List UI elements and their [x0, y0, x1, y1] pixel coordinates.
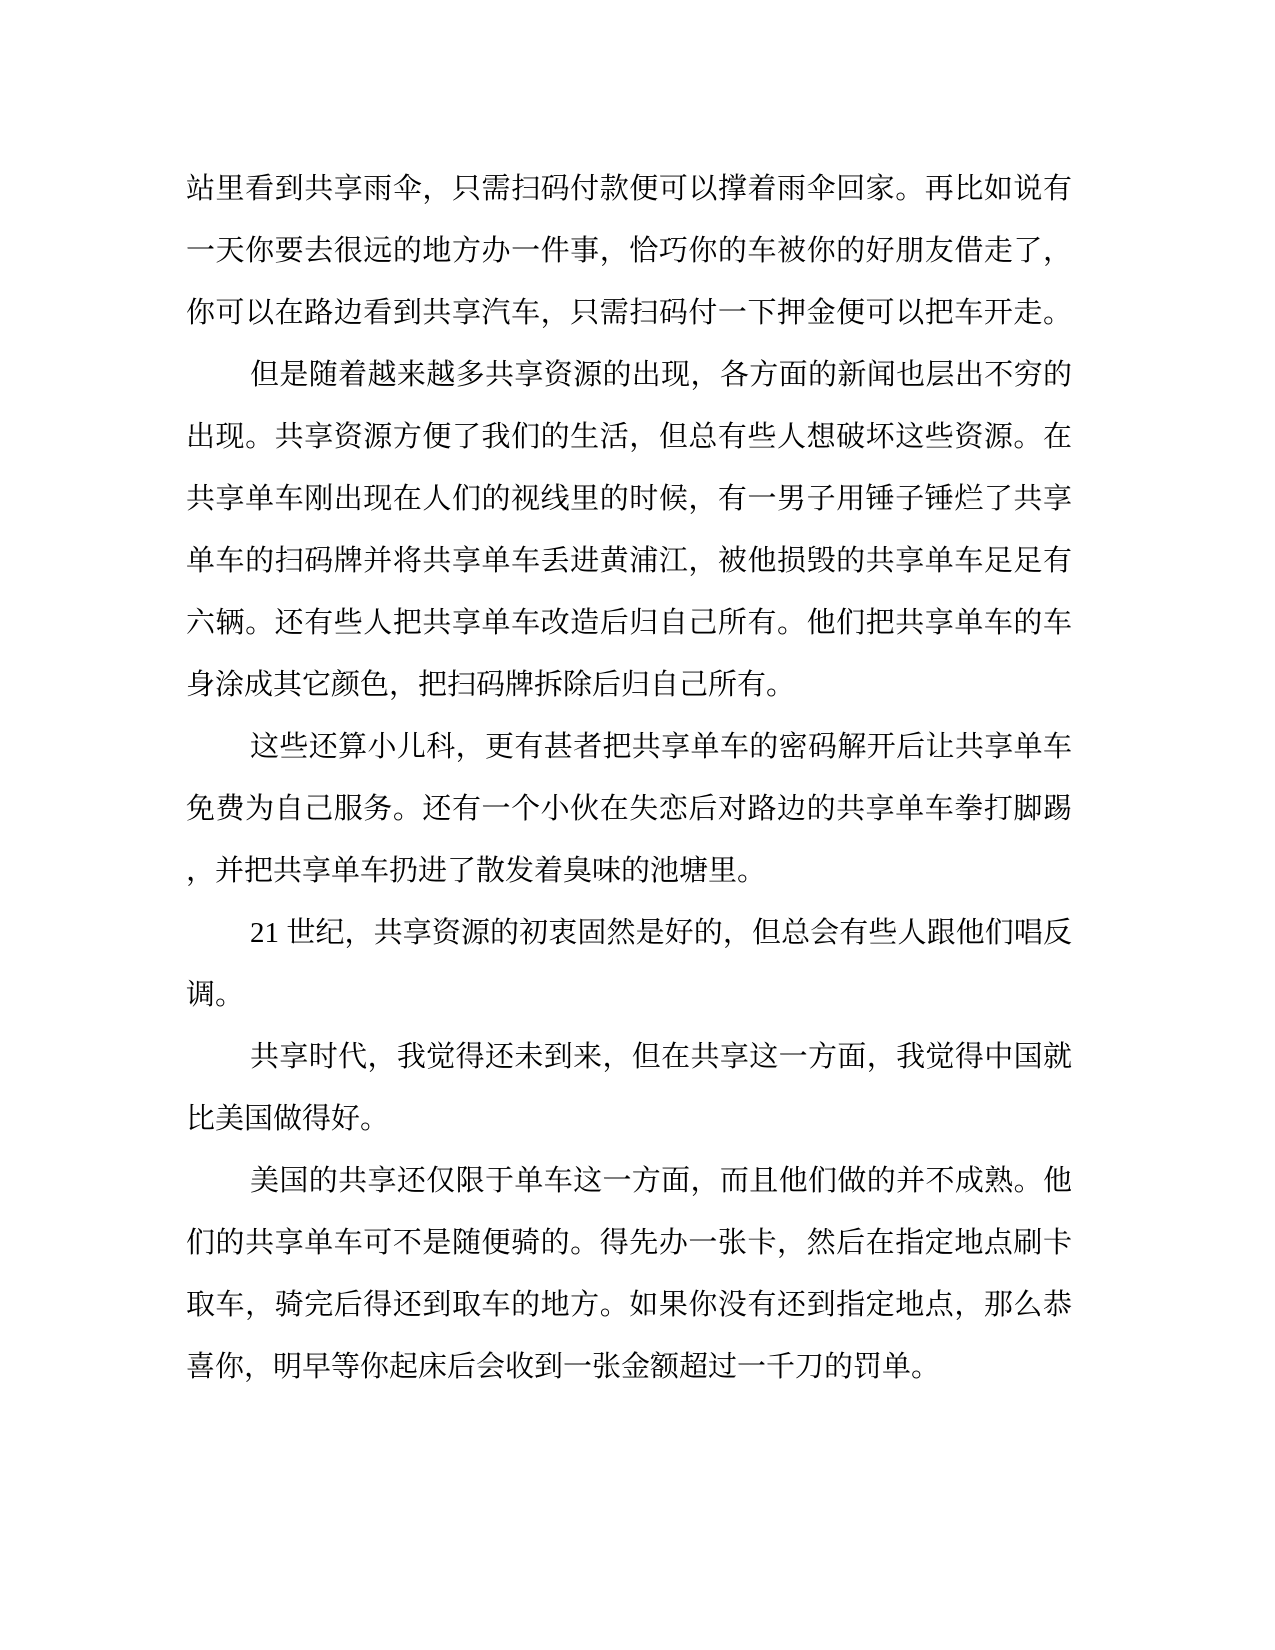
- text-line-17: 美国的共享还仅限于单车这一方面，而且他们做的并不成熟。他: [250, 1165, 1072, 1197]
- text-line-18: 们的共享单车可不是随便骑的。得先办一张卡，然后在指定地点刷卡: [186, 1227, 1072, 1259]
- text-line-4: 但是随着越来越多共享资源的出现，各方面的新闻也层出不穷的: [250, 359, 1072, 391]
- text-line-11: 免费为自己服务。还有一个小伙在失恋后对路边的共享单车拳打脚踢: [186, 793, 1072, 825]
- text-line-16: 比美国做得好。: [186, 1103, 390, 1135]
- text-line-15: 共享时代，我觉得还未到来，但在共享这一方面，我觉得中国就: [250, 1041, 1072, 1073]
- text-line-2: 一天你要去很远的地方办一件事，恰巧你的车被你的好朋友借走了，: [186, 235, 1072, 267]
- text-line-8: 六辆。还有些人把共享单车改造后归自己所有。他们把共享单车的车: [186, 607, 1072, 639]
- text-line-13: 21 世纪，共享资源的初衷固然是好的，但总会有些人跟他们唱反: [250, 917, 1072, 949]
- text-line-5: 出现。共享资源方便了我们的生活，但总有些人想破坏这些资源。在: [186, 421, 1072, 453]
- text-line-10: 这些还算小儿科，更有甚者把共享单车的密码解开后让共享单车: [250, 731, 1072, 763]
- document-body: [186, 158, 1072, 1398]
- text-line-19: 取车，骑完后得还到取车的地方。如果你没有还到指定地点，那么恭: [186, 1289, 1072, 1321]
- text-line-20: 喜你，明早等你起床后会收到一张金额超过一千刀的罚单。: [186, 1351, 941, 1383]
- text-line-14: 调。: [186, 979, 245, 1011]
- text-line-3: 你可以在路边看到共享汽车，只需扫码付一下押金便可以把车开走。: [186, 297, 1072, 329]
- text-line-12: ，并把共享单车扔进了散发着臭味的池塘里。: [186, 855, 767, 887]
- text-line-7: 单车的扫码牌并将共享单车丢进黄浦江，被他损毁的共享单车足足有: [186, 545, 1072, 577]
- text-line-6: 共享单车刚出现在人们的视线里的时候，有一男子用锤子锤烂了共享: [186, 483, 1072, 515]
- text-line-9: 身涂成其它颜色，把扫码牌拆除后归自己所有。: [186, 669, 796, 701]
- text-line-1: 站里看到共享雨伞，只需扫码付款便可以撑着雨伞回家。再比如说有: [186, 173, 1072, 205]
